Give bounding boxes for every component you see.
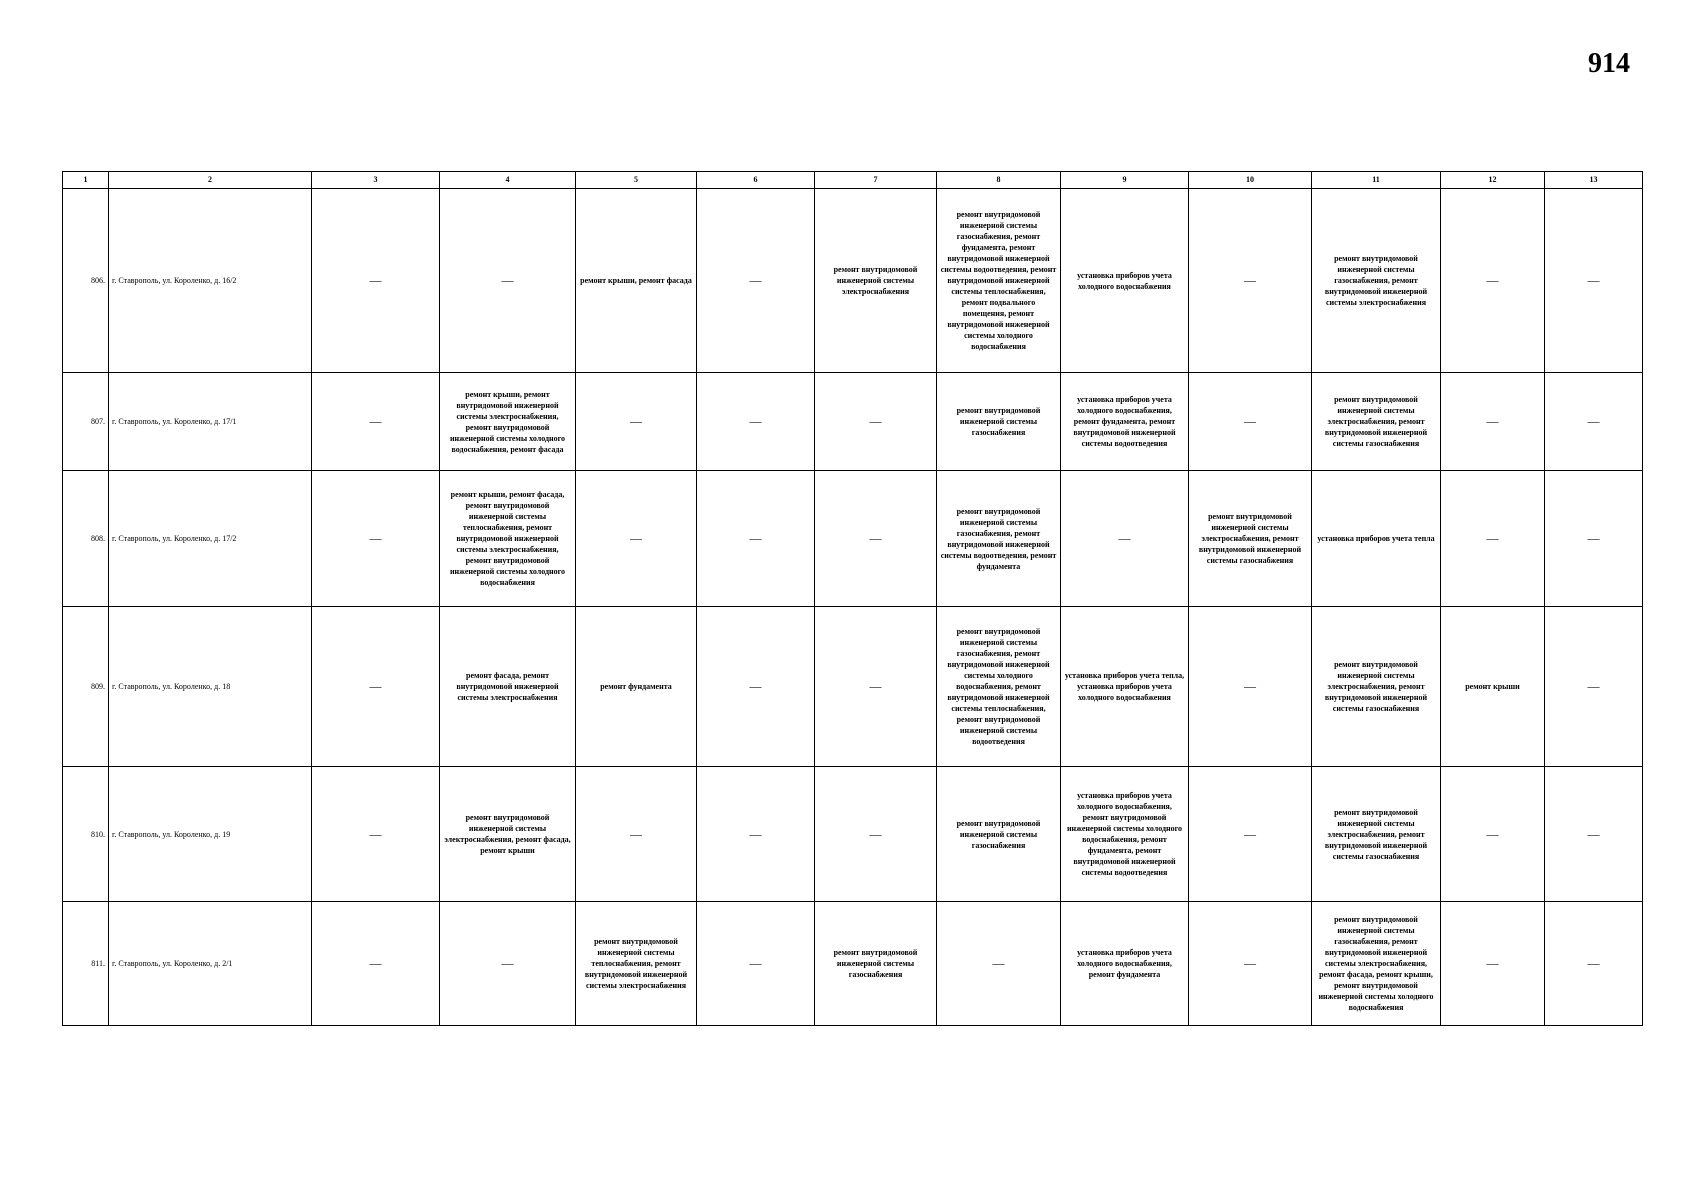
empty-dash-cell: — xyxy=(697,767,815,902)
empty-dash-cell: — xyxy=(1061,471,1189,607)
work-type-cell: ремонт внутридомовой инженерной системы электроснабжения, ремонт внутридомовой инженерной системы газоснабжения xyxy=(1312,767,1441,902)
table-row xyxy=(63,373,1643,471)
empty-dash-cell: — xyxy=(1545,471,1643,607)
work-type-cell: ремонт внутридомовой инженерной системы электроснабжения, ремонт внутридомовой инженерной системы газоснабжения xyxy=(1312,607,1441,767)
column-header-9: 9 xyxy=(1061,172,1189,189)
empty-dash-cell: — xyxy=(312,902,440,1026)
work-type-cell: ремонт внутридомовой инженерной системы газоснабжения, ремонт фундамента, ремонт внутридомовой инженерной системы водоотведения, ремонт внутридомовой инженерной системы теплоснабжения, ремонт подвального помещения, ремонт внутридомовой инженерной системы холодного водоснабжения xyxy=(937,189,1061,373)
empty-dash-cell: — xyxy=(1189,607,1312,767)
work-type-cell: ремонт внутридомовой инженерной системы газоснабжения xyxy=(937,767,1061,902)
empty-dash-cell: — xyxy=(1189,902,1312,1026)
empty-dash-cell: — xyxy=(1441,189,1545,373)
empty-dash-cell: — xyxy=(1545,767,1643,902)
empty-dash-cell: — xyxy=(1441,767,1545,902)
column-header-8: 8 xyxy=(937,172,1061,189)
empty-dash-cell: — xyxy=(815,767,937,902)
column-header-6: 6 xyxy=(697,172,815,189)
work-type-cell: ремонт фасада, ремонт внутридомовой инженерной системы электроснабжения xyxy=(440,607,576,767)
work-type-cell: установка приборов учета холодного водоснабжения xyxy=(1061,189,1189,373)
empty-dash-cell: — xyxy=(815,373,937,471)
empty-dash-cell: — xyxy=(576,767,697,902)
work-type-cell: ремонт внутридомовой инженерной системы газоснабжения xyxy=(937,373,1061,471)
work-type-cell: ремонт крыши xyxy=(1441,607,1545,767)
work-type-cell: установка приборов учета холодного водоснабжения, ремонт фундамента xyxy=(1061,902,1189,1026)
work-type-cell: установка приборов учета тепла xyxy=(1312,471,1441,607)
empty-dash-cell: — xyxy=(1545,373,1643,471)
column-header-5: 5 xyxy=(576,172,697,189)
empty-dash-cell: — xyxy=(697,373,815,471)
empty-dash-cell: — xyxy=(1545,902,1643,1026)
table-row xyxy=(63,607,1643,767)
work-type-cell: ремонт внутридомовой инженерной системы электроснабжения xyxy=(815,189,937,373)
work-type-cell: установка приборов учета холодного водоснабжения, ремонт фундамента, ремонт внутридомовой инженерной системы водоотведения xyxy=(1061,373,1189,471)
empty-dash-cell: — xyxy=(697,471,815,607)
empty-dash-cell: — xyxy=(697,189,815,373)
empty-dash-cell: — xyxy=(312,373,440,471)
empty-dash-cell: — xyxy=(1545,189,1643,373)
empty-dash-cell: — xyxy=(440,902,576,1026)
empty-dash-cell: — xyxy=(1545,607,1643,767)
work-type-cell: установка приборов учета холодного водоснабжения, ремонт внутридомовой инженерной системы холодного водоснабжения, ремонт фундамента, ремонт внутридомовой инженерной системы водоотведения xyxy=(1061,767,1189,902)
column-header-12: 12 xyxy=(1441,172,1545,189)
work-type-cell: ремонт крыши, ремонт фасада xyxy=(576,189,697,373)
column-header-2: 2 xyxy=(109,172,312,189)
empty-dash-cell: — xyxy=(312,767,440,902)
work-type-cell: ремонт внутридомовой инженерной системы газоснабжения, ремонт внутридомовой инженерной системы холодного водоснабжения, ремонт внутридомовой инженерной системы теплоснабжения, ремонт внутридомовой инженерной системы водоотведения xyxy=(937,607,1061,767)
address-cell: г. Ставрополь, ул. Короленко, д. 2/1 xyxy=(109,902,312,1026)
work-type-cell: ремонт внутридомовой инженерной системы электроснабжения, ремонт внутридомовой инженерной системы газоснабжения xyxy=(1312,373,1441,471)
work-type-cell: ремонт крыши, ремонт фасада, ремонт внутридомовой инженерной системы теплоснабжения, ремонт внутридомовой инженерной системы электроснабжения, ремонт внутридомовой инженерной системы холодного водоснабжения xyxy=(440,471,576,607)
empty-dash-cell: — xyxy=(576,373,697,471)
empty-dash-cell: — xyxy=(697,607,815,767)
column-header-1: 1 xyxy=(63,172,109,189)
empty-dash-cell: — xyxy=(312,189,440,373)
row-number-cell: 808. xyxy=(63,471,109,607)
table-row xyxy=(63,471,1643,607)
row-number-cell: 806. xyxy=(63,189,109,373)
column-header-4: 4 xyxy=(440,172,576,189)
empty-dash-cell: — xyxy=(1441,373,1545,471)
column-number-row xyxy=(63,172,1643,189)
column-header-7: 7 xyxy=(815,172,937,189)
empty-dash-cell: — xyxy=(1189,373,1312,471)
empty-dash-cell: — xyxy=(937,902,1061,1026)
table-body xyxy=(63,189,1643,1026)
address-cell: г. Ставрополь, ул. Короленко, д. 17/1 xyxy=(109,373,312,471)
work-type-cell: ремонт внутридомовой инженерной системы газоснабжения, ремонт внутридомовой инженерной системы водоотведения, ремонт фундамента xyxy=(937,471,1061,607)
empty-dash-cell: — xyxy=(1189,767,1312,902)
work-type-cell: ремонт внутридомовой инженерной системы газоснабжения xyxy=(815,902,937,1026)
address-cell: г. Ставрополь, ул. Короленко, д. 17/2 xyxy=(109,471,312,607)
address-cell: г. Ставрополь, ул. Короленко, д. 16/2 xyxy=(109,189,312,373)
table-row xyxy=(63,902,1643,1026)
work-type-cell: ремонт внутридомовой инженерной системы теплоснабжения, ремонт внутридомовой инженерной системы электроснабжения xyxy=(576,902,697,1026)
address-cell: г. Ставрополь, ул. Короленко, д. 18 xyxy=(109,607,312,767)
column-header-10: 10 xyxy=(1189,172,1312,189)
address-cell: г. Ставрополь, ул. Короленко, д. 19 xyxy=(109,767,312,902)
row-number-cell: 810. xyxy=(63,767,109,902)
repair-schedule-table xyxy=(62,171,1643,1026)
work-type-cell: ремонт фундамента xyxy=(576,607,697,767)
empty-dash-cell: — xyxy=(1441,902,1545,1026)
empty-dash-cell: — xyxy=(440,189,576,373)
work-type-cell: ремонт внутридомовой инженерной системы электроснабжения, ремонт внутридомовой инженерной системы газоснабжения xyxy=(1189,471,1312,607)
row-number-cell: 807. xyxy=(63,373,109,471)
work-type-cell: ремонт внутридомовой инженерной системы газоснабжения, ремонт внутридомовой инженерной системы электроснабжения xyxy=(1312,189,1441,373)
table-row xyxy=(63,189,1643,373)
column-header-3: 3 xyxy=(312,172,440,189)
row-number-cell: 811. xyxy=(63,902,109,1026)
column-header-11: 11 xyxy=(1312,172,1441,189)
row-number-cell: 809. xyxy=(63,607,109,767)
work-type-cell: ремонт внутридомовой инженерной системы газоснабжения, ремонт внутридомовой инженерной системы электроснабжения, ремонт фасада, ремонт крыши, ремонт внутридомовой инженерной системы холодного водоснабжения xyxy=(1312,902,1441,1026)
work-type-cell: ремонт крыши, ремонт внутридомовой инженерной системы электроснабжения, ремонт внутридомовой инженерной системы холодного водоснабжения, ремонт фасада xyxy=(440,373,576,471)
table-row xyxy=(63,767,1643,902)
empty-dash-cell: — xyxy=(576,471,697,607)
empty-dash-cell: — xyxy=(312,607,440,767)
empty-dash-cell: — xyxy=(1441,471,1545,607)
empty-dash-cell: — xyxy=(815,471,937,607)
empty-dash-cell: — xyxy=(1189,189,1312,373)
empty-dash-cell: — xyxy=(697,902,815,1026)
empty-dash-cell: — xyxy=(312,471,440,607)
column-header-13: 13 xyxy=(1545,172,1643,189)
page-number: 914 xyxy=(1588,48,1630,79)
empty-dash-cell: — xyxy=(815,607,937,767)
work-type-cell: установка приборов учета тепла, установка приборов учета холодного водоснабжения xyxy=(1061,607,1189,767)
work-type-cell: ремонт внутридомовой инженерной системы электроснабжения, ремонт фасада, ремонт крыши xyxy=(440,767,576,902)
